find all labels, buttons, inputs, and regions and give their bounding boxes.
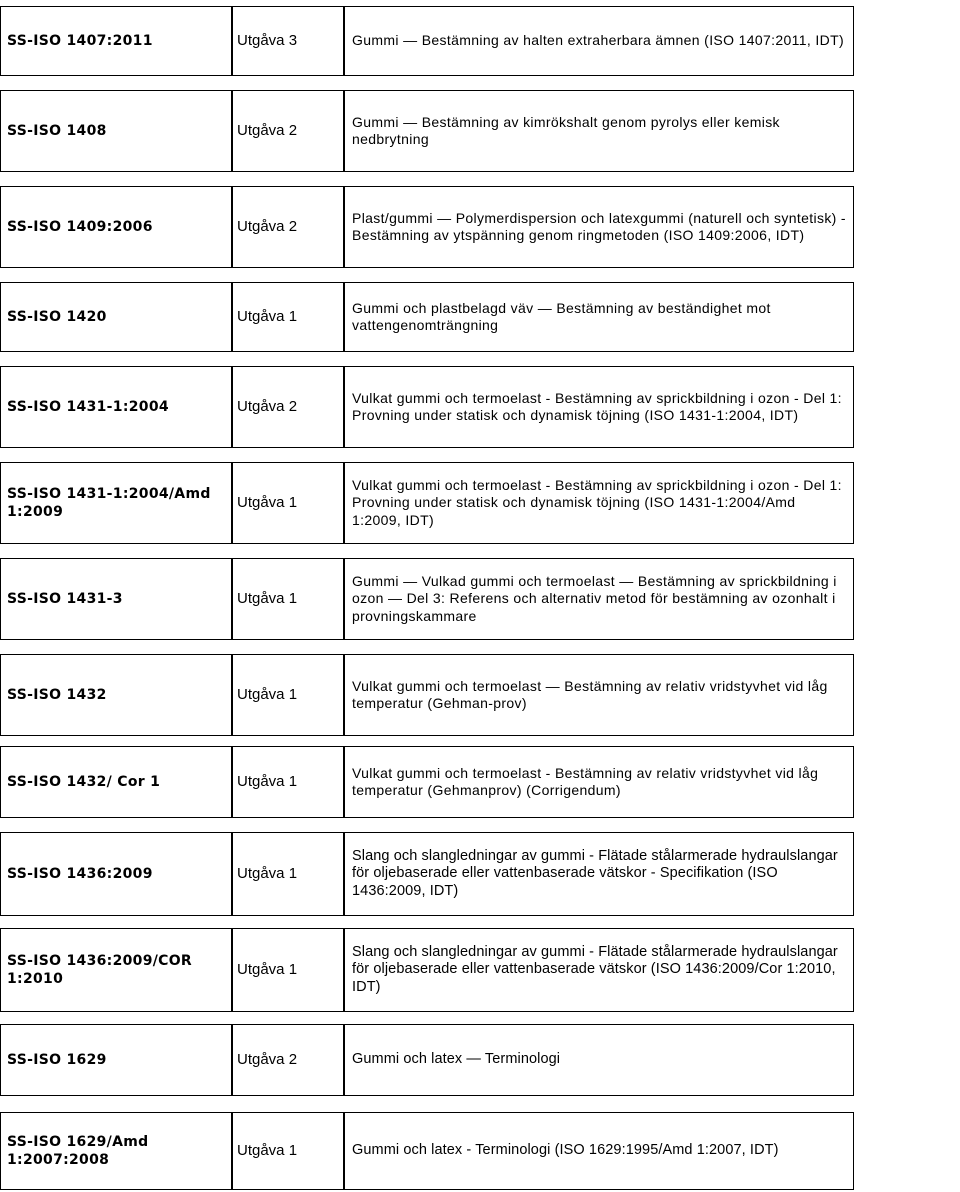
title-cell — [344, 366, 854, 448]
title-cell — [344, 654, 854, 736]
edition-cell — [232, 186, 344, 268]
title-cell — [344, 746, 854, 818]
standard-title: Gummi — Bestämning av halten extraherbara ämnen (ISO 1407:2011, IDT) — [352, 32, 844, 49]
standard-code-cell — [0, 90, 232, 172]
standard-title: Gummi och plastbelagd väv — Bestämning av beständighet mot vattengenomträngning — [352, 299, 771, 333]
edition: Utgåva 1 — [237, 773, 298, 790]
title-cell — [344, 90, 854, 172]
table-row — [0, 366, 960, 448]
edition-cell — [232, 558, 344, 640]
standard-code-cell — [0, 558, 232, 640]
table-row — [0, 90, 960, 172]
edition-cell — [232, 6, 344, 76]
edition-cell — [232, 746, 344, 818]
standard-code: SS-ISO 1408 — [7, 123, 107, 139]
edition: Utgåva 3 — [237, 32, 298, 49]
standard-code: SS-ISO 1420 — [7, 309, 107, 325]
edition-cell — [232, 366, 344, 448]
standard-code-cell — [0, 654, 232, 736]
title-cell — [344, 928, 854, 1012]
edition-cell — [232, 1024, 344, 1096]
table-row — [0, 1024, 960, 1096]
standard-code: SS-ISO 1629 — [7, 1052, 107, 1068]
standard-code-cell — [0, 186, 232, 268]
standard-code: SS-ISO 1629/Amd 1:2007:2008 — [7, 1134, 149, 1168]
standard-code: SS-ISO 1407:2011 — [7, 33, 153, 49]
standard-title: Gummi — Vulkad gummi och termoelast — Bestämning av sprickbildning i ozon — Del 3: Referens och alternativ metod för bestämning av ozonhalt i provningskammare — [352, 572, 837, 624]
edition-cell — [232, 654, 344, 736]
table-row — [0, 1112, 960, 1190]
edition: Utgåva 1 — [237, 961, 298, 978]
title-cell — [344, 1112, 854, 1190]
standard-code: SS-ISO 1432/ Cor 1 — [7, 774, 161, 790]
standard-code-cell — [0, 1024, 232, 1096]
standard-code-cell — [0, 1112, 232, 1190]
standard-code: SS-ISO 1409:2006 — [7, 219, 153, 235]
edition: Utgåva 1 — [237, 494, 298, 511]
standard-title: Plast/gummi — Polymerdispersion och latexgummi (naturell och syntetisk) - Bestämning av ytspänning genom ringmetoden (ISO 1409:2006, IDT) — [352, 209, 846, 243]
standard-code: SS-ISO 1431-1:2004/Amd 1:2009 — [7, 486, 211, 520]
edition: Utgåva 2 — [237, 398, 298, 415]
edition-cell — [232, 90, 344, 172]
edition: Utgåva 2 — [237, 218, 298, 235]
title-cell — [344, 282, 854, 352]
standard-code: SS-ISO 1432 — [7, 687, 107, 703]
standard-title: Gummi — Bestämning av kimrökshalt genom pyrolys eller kemisk nedbrytning — [352, 113, 780, 147]
standard-code: SS-ISO 1431-3 — [7, 591, 123, 607]
edition: Utgåva 1 — [237, 1142, 298, 1159]
standard-code-cell — [0, 928, 232, 1012]
edition: Utgåva 1 — [237, 865, 298, 882]
title-cell — [344, 1024, 854, 1096]
title-cell — [344, 558, 854, 640]
standard-code-cell — [0, 6, 232, 76]
edition-cell — [232, 282, 344, 352]
standard-title: Gummi och latex — Terminologi — [352, 1051, 561, 1068]
standard-code-cell — [0, 282, 232, 352]
standard-title: Slang och slangledningar av gummi - Flätade stålarmerade hydraulslangar för oljebaserade eller vattenbaserade vätskor (ISO 1436:2009/Cor 1:2010, IDT) — [352, 943, 838, 995]
edition-cell — [232, 1112, 344, 1190]
standard-title: Vulkat gummi och termoelast — Bestämning av relativ vridstyvhet vid låg temperatur (Gehman-prov) — [352, 677, 828, 711]
standard-code-cell — [0, 462, 232, 544]
standard-code-cell — [0, 832, 232, 916]
edition-cell — [232, 462, 344, 544]
edition: Utgåva 2 — [237, 122, 298, 139]
edition: Utgåva 1 — [237, 590, 298, 607]
standard-code: SS-ISO 1431-1:2004 — [7, 399, 169, 415]
standard-title: Gummi och latex - Terminologi (ISO 1629:1995/Amd 1:2007, IDT) — [352, 1142, 779, 1159]
title-cell — [344, 462, 854, 544]
table-row — [0, 928, 960, 1012]
table-row — [0, 6, 960, 76]
table-row — [0, 282, 960, 352]
standard-code-cell — [0, 746, 232, 818]
standard-title: Slang och slangledningar av gummi - Flätade stålarmerade hydraulslangar för oljebaserade eller vattenbaserade vätskor - Specifikation (ISO 1436:2009, IDT) — [352, 847, 838, 899]
table-row — [0, 186, 960, 268]
table-row — [0, 746, 960, 818]
edition: Utgåva 1 — [237, 686, 298, 703]
edition-cell — [232, 832, 344, 916]
table-row — [0, 832, 960, 916]
edition-cell — [232, 928, 344, 1012]
edition: Utgåva 2 — [237, 1051, 298, 1068]
edition: Utgåva 1 — [237, 308, 298, 325]
title-cell — [344, 832, 854, 916]
standard-code: SS-ISO 1436:2009 — [7, 866, 153, 882]
standard-title: Vulkat gummi och termoelast - Bestämning av sprickbildning i ozon - Del 1: Provning under statisk och dynamisk töjning (ISO 1431-1:2004/Amd 1:2009, IDT) — [352, 476, 842, 528]
table-row — [0, 558, 960, 640]
standard-code: SS-ISO 1436:2009/COR 1:2010 — [7, 953, 193, 987]
table-row — [0, 462, 960, 544]
title-cell — [344, 186, 854, 268]
standard-code-cell — [0, 366, 232, 448]
title-cell — [344, 6, 854, 76]
standard-title: Vulkat gummi och termoelast - Bestämning av sprickbildning i ozon - Del 1: Provning under statisk och dynamisk töjning (ISO 1431-1:2004, IDT) — [352, 389, 842, 423]
standard-title: Vulkat gummi och termoelast - Bestämning av relativ vridstyvhet vid låg temperatur (Gehmanprov) (Corrigendum) — [352, 764, 819, 798]
table-row — [0, 654, 960, 736]
